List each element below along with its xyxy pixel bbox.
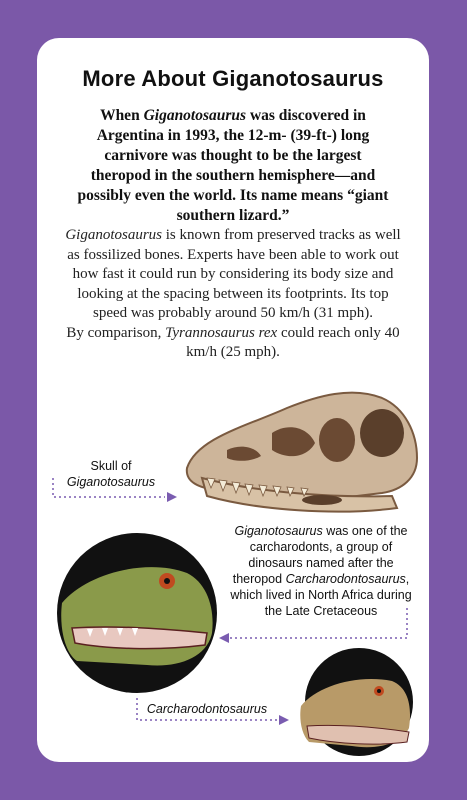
- body-text-2-end: could reach only 40 km/h (25 mph).: [186, 324, 400, 360]
- skull-caption-name: Giganotosaurus: [66, 475, 156, 489]
- skull-caption: [51, 458, 171, 490]
- body-text-2-start: By comparison,: [66, 324, 166, 341]
- intro-paragraph: [77, 106, 389, 226]
- carcharodontosaurus-head-image: [297, 646, 415, 756]
- intro-text-rest: was discovered in Argentina in 1993, the 12-m- (39-ft-) long carnivore was thought to be the largest theropod in the southern hemisphere—and possibly even the world. Its name means “giant southern lizard.”: [77, 107, 389, 224]
- body-text-1: [65, 226, 401, 324]
- skull-caption-line1: Skull of: [90, 459, 132, 473]
- body-paragraph: [65, 226, 401, 363]
- body-italic-trex: Tyrannosaurus rex: [165, 324, 278, 341]
- body-text-2: [65, 324, 401, 363]
- carcharodontosaurus-label: Carcharodontosaurus: [146, 702, 268, 716]
- intro-italic-name: Giganotosaurus: [143, 107, 247, 124]
- carcharodont-caption-text2: , which lived in North Africa during the Late Cretaceous: [230, 572, 412, 618]
- giganotosaurus-skull-image: [177, 378, 422, 518]
- body-italic-name: Giganotosaurus: [65, 227, 162, 243]
- intro-text-start: When: [100, 107, 144, 124]
- carcharodont-caption-italic: Giganotosaurus: [234, 524, 323, 538]
- giganotosaurus-head-image: [57, 533, 217, 693]
- info-card: [37, 38, 429, 762]
- carcharodont-caption: [227, 523, 415, 619]
- skull-caption-line2: [51, 474, 171, 490]
- page-title: More About Giganotosaurus: [82, 66, 384, 91]
- carcharodont-caption-italic2: Carcharodontosaurus: [285, 572, 406, 586]
- carcharodont-caption-text1: was one of the carcharodonts, a group of dinosaurs named after the theropod: [232, 524, 408, 586]
- body-text-1-rest: is known from preserved tracks as well as fossilized bones. Experts have been able to work out how fast it could run by considering its body size and looking at the spacing between its footprints. Its top speed was probably around 50 km/h (31 mph).: [67, 227, 401, 321]
